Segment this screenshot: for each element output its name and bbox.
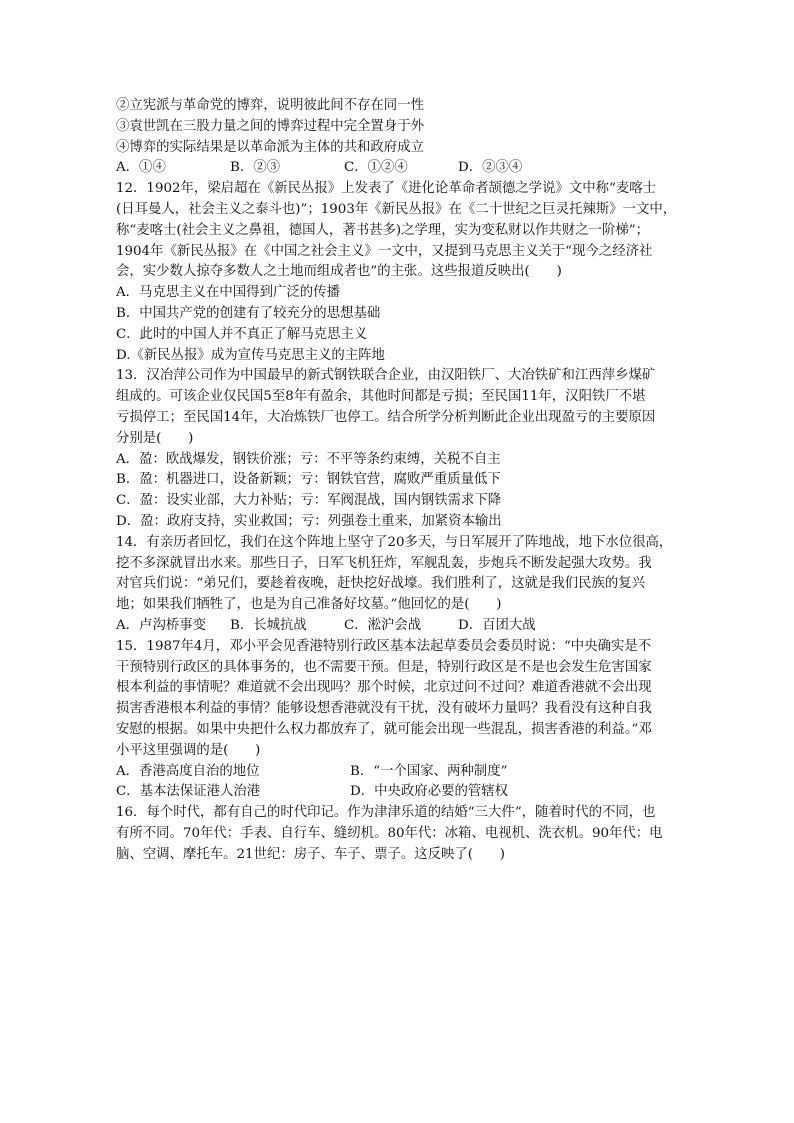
question-stem-line: 有所不同。70年代：手表、自行车、缝纫机。80年代：冰箱、电视机、洗衣机。90年代：电: [116, 825, 663, 841]
option-d[interactable]: D.《新民丛报》成为宣传马克思主义的主阵地: [116, 347, 385, 363]
option-d[interactable]: D．盈：政府支持，实业救国；亏：列强卷土重来，加紧资本输出: [116, 513, 502, 529]
question-stem-line: 亏损停工；至民国14年，大冶炼铁厂也停工。结合所学分析判断此企业出现盈亏的主要原因: [116, 409, 656, 425]
question-stem-line: 小平这里强调的是( ): [116, 742, 261, 758]
option-b[interactable]: B．中国共产党的创建有了较充分的思想基础: [116, 305, 381, 321]
option-c[interactable]: C．淞沪会战: [344, 617, 422, 633]
exam-page: [116, 96, 688, 865]
statement-line: ②立宪派与革命党的博弈，说明彼此间不存在同一性: [116, 98, 424, 113]
option-a[interactable]: A．香港高度自治的地位: [116, 763, 260, 779]
question-stem-line: 对官兵们说：“弟兄们，要趁着夜晚，赶快挖好战壕。我们胜利了，这就是我们民族的复兴: [116, 576, 646, 592]
option-c[interactable]: C．①②④: [344, 160, 408, 176]
option-c[interactable]: C．盈：设实业部，大力补贴；亏：军阀混战，国内钢铁需求下降: [116, 493, 502, 509]
question-stem-line: 16．每个时代，都有自己的时代印记。作为津津乐道的结婚“三大件”，随着时代的不同，也: [116, 805, 656, 821]
option-a[interactable]: A．卢沟桥事变: [116, 617, 207, 633]
option-b[interactable]: B．长城抗战: [230, 617, 307, 633]
option-row: [116, 616, 688, 637]
question-14: [116, 533, 688, 637]
question-stem-line: 挖不多深就冒出水来。那些日子，日军飞机狂炸，军舰乱轰，步炮兵不断发起强大攻势。我: [116, 555, 652, 571]
question-stem-line: 地；如果我们牺牲了，也是为自己准备好坟墓。”他回忆的是( ): [116, 597, 502, 613]
option-row: [116, 762, 688, 783]
option-row: [116, 158, 688, 179]
question-16: [116, 803, 688, 865]
question-stem-line: 根本利益的事情呢？难道就不会出现吗？那个时候，北京过问不过问？难道香港就不会出现: [116, 680, 652, 696]
option-c[interactable]: C．此时的中国人并不真正了解马克思主义: [116, 326, 368, 342]
question-15: [116, 637, 688, 803]
question-stem-line: 称“麦喀士(社会主义之鼻祖，德国人，著书甚多)之学理，实为变私财以作共财之一阶梯”；: [116, 222, 649, 238]
question-stem-line: 13．汉冶萍公司作为中国最早的新式钢铁联合企业，由汉阳铁厂、大冶铁矿和江西萍乡煤矿: [116, 368, 656, 384]
question-12: [116, 179, 688, 366]
question-stem-line: 损害香港根本利益的事情？能够设想香港就没有干扰，没有破坏力量吗？我看没有这种自我: [116, 701, 652, 717]
prev-question: [116, 96, 688, 179]
option-row: [116, 782, 688, 803]
question-stem-line: 组成的。可该企业仅民国5至8年有盈余，其他时间都是亏损；至民国11年，汉阳铁厂不堪: [116, 389, 646, 405]
question-stem-line: 安慰的根据。如果中央把什么权力都放弃了，就可能会出现一些混乱，损害香港的利益。”邓: [116, 721, 652, 737]
option-b[interactable]: B．盈：机器进口，设备新颖；亏：钢铁官营，腐败严重质量低下: [116, 472, 501, 488]
option-a[interactable]: A．①④: [116, 160, 166, 176]
statement-line: ④博弈的实际结果是以革命派为主体的共和政府成立: [116, 139, 424, 155]
option-a[interactable]: A．马克思主义在中国得到广泛的传播: [116, 285, 340, 301]
option-a[interactable]: A．盈：欧战爆发，钢铁价涨；亏：不平等条约束缚，关税不自主: [116, 451, 501, 467]
question-stem-line: (日耳曼人，社会主义之泰斗也)”；1903年《新民丛报》在《二十世纪之巨灵托辣斯》一文中，: [116, 201, 677, 217]
question-13: [116, 366, 688, 532]
question-stem-line: 分别是( ): [116, 430, 194, 446]
question-stem-line: 脑、空调、摩托车。21世纪：房子、车子、票子。这反映了( ): [116, 846, 506, 862]
question-stem-line: 12．1902年，梁启超在《新民丛报》上发表了《进化论革命者颉德之学说》文中称“麦喀士: [116, 181, 657, 197]
option-c[interactable]: C．基本法保证港人治港: [116, 784, 261, 800]
option-d[interactable]: D．②③④: [458, 160, 523, 176]
question-stem-line: 会，实少数人掠夺多数人之土地而组成者也”的主张。这些报道反映出( ): [116, 264, 562, 280]
option-b[interactable]: B．“一个国家、两种制度”: [350, 763, 508, 779]
option-d[interactable]: D．中央政府必要的管辖权: [350, 784, 509, 800]
option-b[interactable]: B．②③: [230, 160, 281, 176]
statement-line: ③袁世凯在三股力量之间的博弈过程中完全置身于外: [116, 118, 424, 134]
question-stem-line: 14．有亲历者回忆，我们在这个阵地上坚守了20多天，与日军展开了阵地战，地下水位很高，: [116, 534, 673, 550]
option-d[interactable]: D．百团大战: [458, 617, 536, 633]
question-stem-line: 干预特别行政区的具体事务的，也不需要干预。但是，特别行政区是不是也会发生危害国家: [116, 659, 652, 675]
question-stem-line: 15．1987年4月，邓小平会见香港特别行政区基本法起草委员会委员时说：“中央确实是不: [116, 638, 652, 654]
question-stem-line: 1904年《新民丛报》在《中国之社会主义》一文中，又提到马克思主义关于“现今之经济社: [116, 243, 653, 259]
